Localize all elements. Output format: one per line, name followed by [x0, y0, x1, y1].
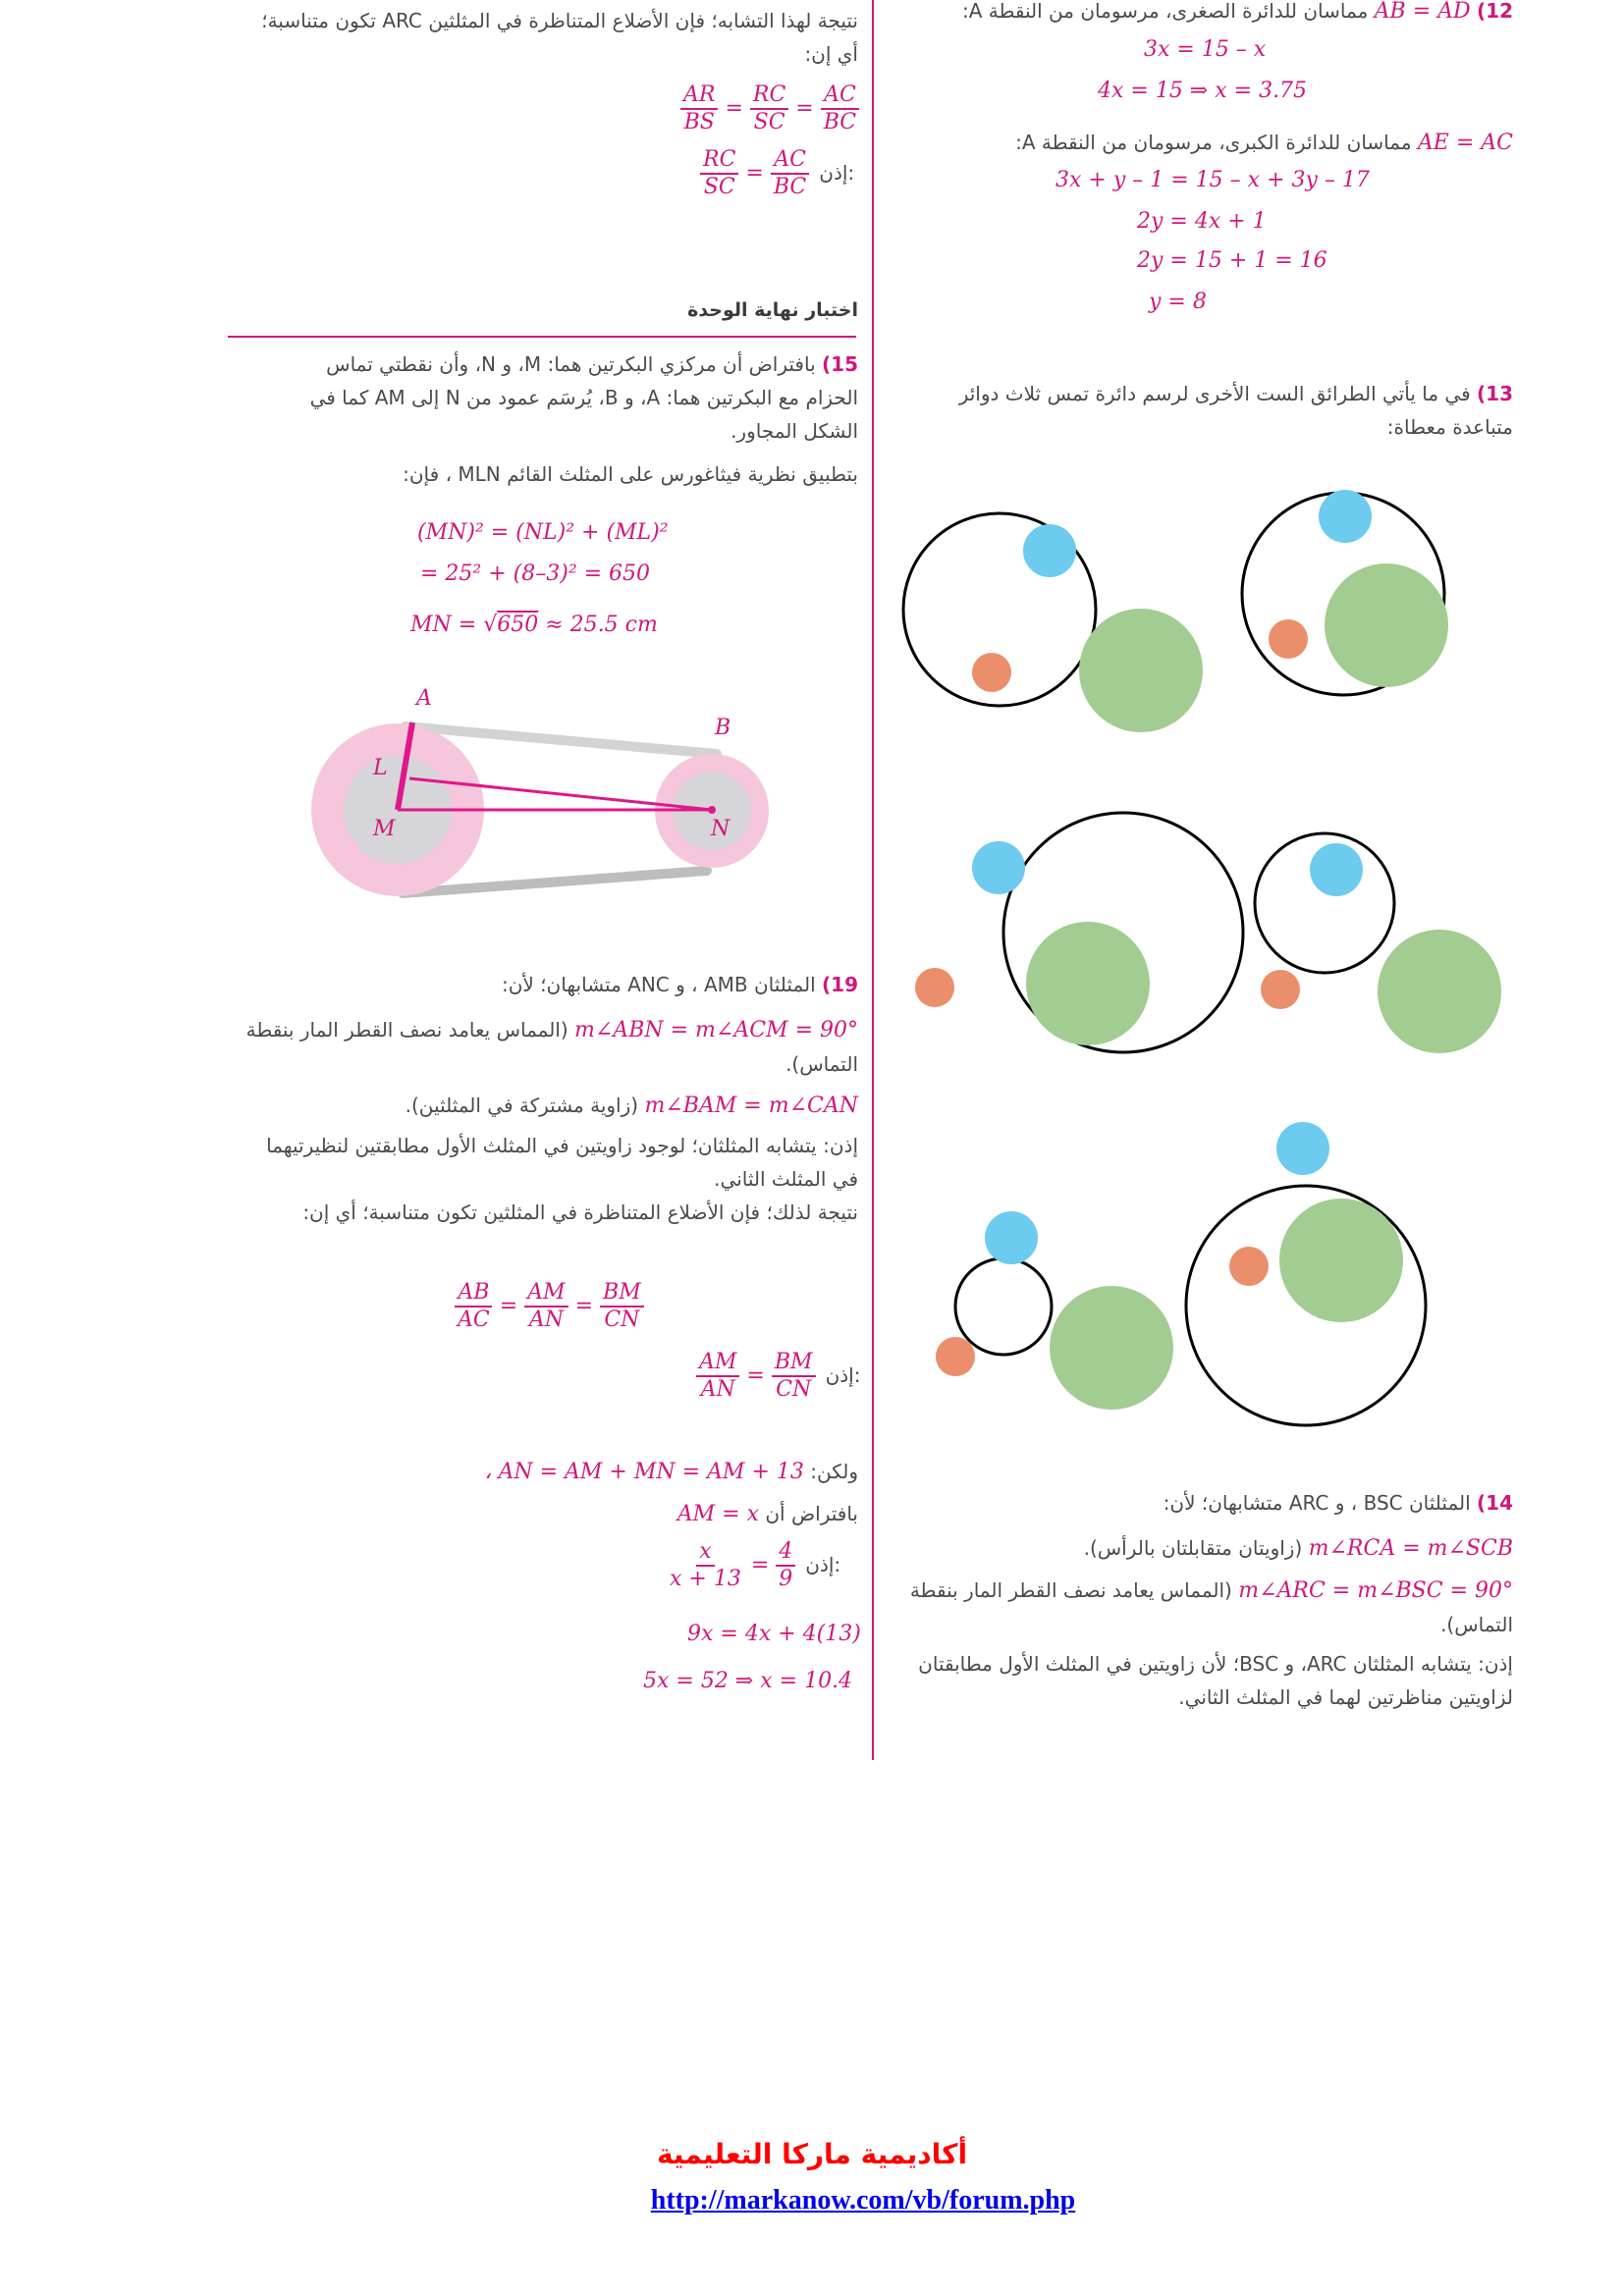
circle-config-6 — [1186, 1122, 1426, 1425]
section-divider — [228, 336, 856, 338]
p12-eq2: 4x = 15 ⇒ x = 3.75 — [1098, 79, 1308, 103]
p19-eq2: 5x = 52 ⇒ x = 10.4 — [643, 1669, 853, 1693]
pulley-figure — [295, 675, 785, 911]
label-L: L — [373, 756, 388, 780]
p19-eq1: 9x = 4x + 4(13) — [687, 1622, 861, 1646]
left-top-proportion: $\frac{AR}{BS}$ = $\frac{RC}{SC}$ = $\frac{AC}{BC}$ — [677, 82, 862, 135]
label-N: N — [711, 817, 731, 841]
circle-config-4 — [1255, 833, 1501, 1053]
p12-eq1: 3x = 15 – x — [1144, 37, 1267, 62]
circle-config-2 — [1242, 490, 1448, 695]
p15-eq2: = 25² + (8–3)² = 650 — [420, 561, 651, 586]
p15-eq3: MN = √650 ≈ 25.5 cm — [410, 613, 658, 637]
problem-19: 19) المثلثان AMB ، و ANC متشابهان؛ لأن: m∠ABN = m∠ACM = 90° (المماس يعامد نصف القطر المار بنقطة التماس). m∠BAM = m∠CAN (زاوية مشتركة في المثلثين). إذن: يتشابه المثلثان؛ لوجود زاويتين في المثلث الأول مطابقتين لنظيرتيهما في المثلث الثاني. نتيجة لذلك؛ فإن الأضلاع المتناظرة في المثلثين تكون متناسبة؛ أي إن: — [245, 973, 858, 1224]
circle-config-3 — [915, 813, 1243, 1052]
p19-substitution: ولكن: AN = AM + MN = AM + 13 ، بافتراض أن AM = x — [484, 1460, 858, 1526]
p12-eq6: y = 8 — [1149, 290, 1207, 314]
problem-14: 14) المثلثان BSC ، و ARC متشابهان؛ لأن: m∠RCA = m∠SCB (زاويتان متقابلتان بالرأس). m∠ARC = m∠BSC = 90° (المماس يعامد نصف القطر المار بنقطة التماس). إذن: يتشابه المثلثان ARC، و BSC؛ لأن زاويتين في المثلث الأول مطابقتان لزاويتين مناظرتين لهما في المثلث الثاني. — [909, 1491, 1513, 1709]
p19-conclusion: $\frac{AM}{AN}$ = $\frac{BM}{CN}$ إذن: — [693, 1350, 860, 1403]
p15-eq1: (MN)² = (NL)² + (ML)² — [417, 520, 669, 545]
label-B: B — [715, 716, 731, 740]
p12-line2: AE = AC مماسان للدائرة الكبرى، مرسومان من النقطة A: — [1015, 131, 1513, 155]
footer-title: أكاديمية ماركا التعليمية — [656, 2138, 968, 2170]
label-M: M — [373, 817, 396, 841]
footer-link[interactable]: http://markanow.com/vb/forum.php — [650, 2185, 1076, 2216]
circle-config-5 — [936, 1211, 1173, 1410]
label-A: A — [416, 686, 432, 711]
p12-eq4: 2y = 4x + 1 — [1137, 209, 1267, 234]
p19-proportion: $\frac{AB}{AC}$ = $\frac{AM}{AN}$ = $\frac{BM}{CN}$ — [452, 1280, 647, 1333]
p12-eq3: 3x + y – 1 = 15 – x + 3y – 17 — [1056, 168, 1370, 192]
problem-15: 15) بافتراض أن مركزي البكرتين هما: M، و N، وأن نقطتي تماس الحزام مع البكرتين هما: A، و B، يُرسَم عمود من N إلى AM كما في الشكل المجاور. بتطبيق نظرية فيثاغورس على المثلث القائم MLN ، فإن: — [309, 352, 858, 486]
p19-equation-fraction: $\frac{x}{x + 13}$ = $\frac{4}{9}$ إذن: — [670, 1539, 841, 1591]
left-top-lines: نتيجة لهذا التشابه؛ فإن الأضلاع المتناظرة في المثلثين ARC تكون متناسبة؛ أي إن: — [261, 9, 858, 66]
problem-13: 13) في ما يأتي الطرائق الست الأخرى لرسم دائرة تمس ثلاث دوائر متباعدة معطاة: — [958, 382, 1513, 439]
p12-eq5: 2y = 15 + 1 = 16 — [1137, 248, 1327, 273]
section-title: اختبار نهاية الوحدة — [687, 299, 858, 321]
tangent-circles-figure — [884, 471, 1532, 1433]
left-top-conclusion: $\frac{RC}{SC}$ = $\frac{AC}{BC}$ إذن: — [697, 147, 854, 200]
problem-12-header: 12) AB = AD مماسان للدائرة الصغرى، مرسومان من النقطة A: — [961, 0, 1513, 24]
circle-config-1 — [903, 513, 1203, 732]
